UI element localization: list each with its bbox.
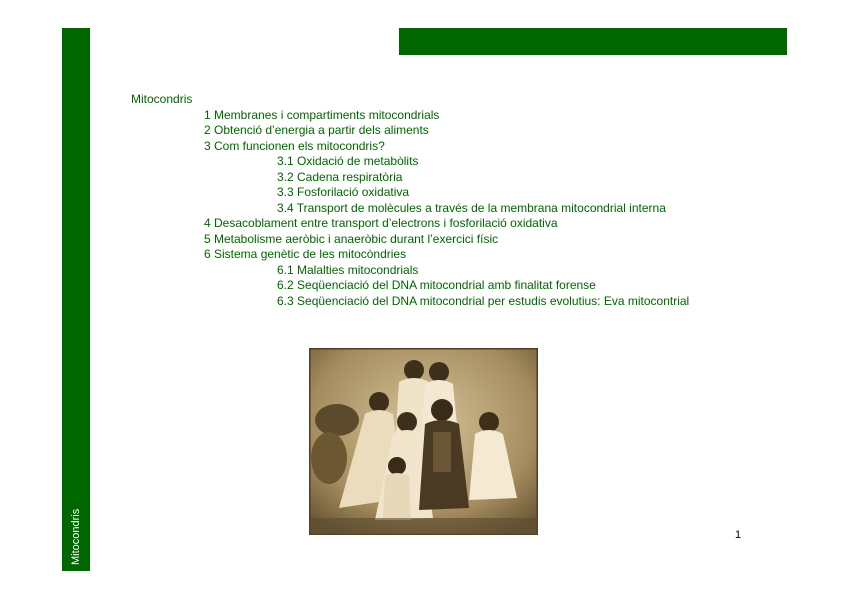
toc-subitem: 3.1 Oxidació de metabòlits	[277, 154, 419, 168]
toc-subitem: 3.2 Cadena respiratòria	[277, 169, 403, 184]
toc-item: 5 Metabolisme aeròbic i anaeròbic durant l’exercici físic	[204, 231, 499, 246]
header-bar	[399, 28, 787, 55]
family-photo	[309, 348, 538, 535]
toc-subitem: 6.3 Seqüenciació del DNA mitocondrial per estudis evolutius: Eva mitocontrial	[277, 293, 690, 308]
toc-item: 6 Sistema genètic de les mitocòndries	[204, 247, 407, 261]
toc-item: 1 Membranes i compartiments mitocondrials	[204, 107, 440, 122]
toc-subitem: 3.4 Transport de molècules a través de la membrana mitocondrial interna	[277, 200, 666, 215]
sidebar-label: Mitocondris	[70, 508, 82, 565]
toc-item: 2 Obtenció d’energia a partir dels aliments	[204, 123, 429, 137]
family-photo-image	[309, 348, 538, 535]
toc-subitem: 6.1 Malalties mitocondrials	[277, 262, 419, 277]
sidebar-bar	[62, 28, 90, 571]
toc-item: 4 Desacoblament entre transport d’electrons i fosforilació oxidativa	[204, 216, 558, 230]
page-number: 1	[735, 529, 742, 541]
toc-title: Mitocondris	[131, 92, 193, 106]
toc-subitem: 6.2 Seqüenciació del DNA mitocondrial amb finalitat forense	[277, 278, 596, 292]
toc-subitem: 3.3 Fosforilació oxidativa	[277, 185, 410, 199]
toc-item: 3 Com funcionen els mitocondris?	[204, 138, 385, 153]
table-of-contents	[131, 92, 689, 309]
